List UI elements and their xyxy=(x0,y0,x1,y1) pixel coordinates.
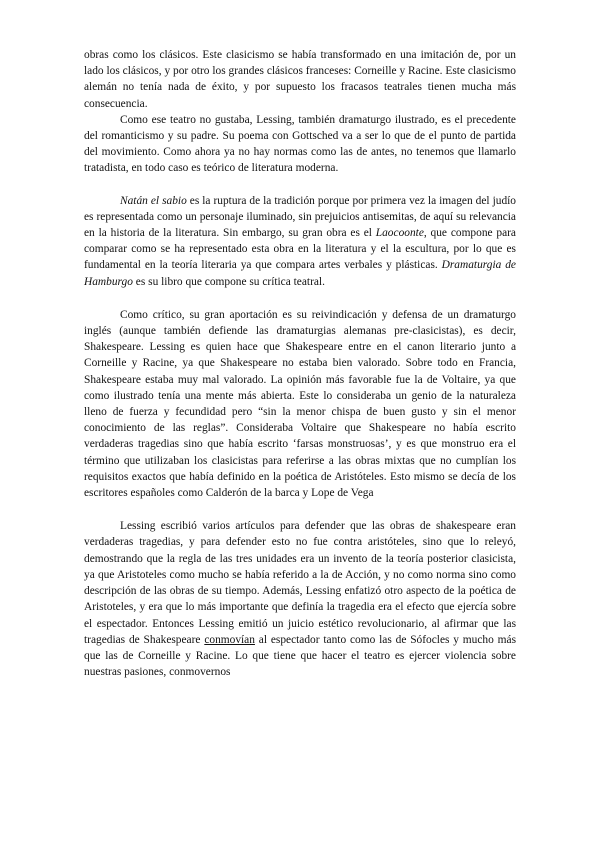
text-run: obras como los clásicos. Este clasicismo se había transformado en una imitación de, por un lado los clásicos, y por otro los grandes clásicos franceses: Corneille y Racine. Este clasicismo alemán no tenía nada de éxito, y por supuesto los fracasos teatrales tienen mucha más consecuencia. xyxy=(84,49,516,110)
text-run: Lessing escribió varios artículos para defender que las obras de shakespeare eran verdaderas tragedias, y para defender esto no fue contra aristóteles, sino que lo releyó, demostrando que la regla de las tres unidades era un invento de la teoría posterior clasicista, ya que Aristoteles como mucho se había referido a la de Acción, y no como norma sino como descripción de las obras de su tiempo. Además, Lessing enfatizó otro aspecto de la poética de Aristoteles, y era que lo más importante que definía la tragedia era el efecto que ejercía sobre el espectador. Entonces Lessing emitió un juicio estético revolucionario, al afirmar que las tragedias de Shakespeare xyxy=(84,520,516,646)
text-run: , que compone para comparar como se ha representado esta obra en la literatura y el la escultura, por lo que es fundamental en la teoría literaria ya que compara artes verbales y plásticas. xyxy=(84,227,516,272)
paragraph-4 xyxy=(84,307,516,501)
paragraph-1 xyxy=(84,47,516,112)
text-run: es la ruptura de la tradición porque por primera vez la imagen del judío es representada como un personaje iluminado, sin prejuicios antisemitas, de aquí su relevancia en la historia de la literatura. Sin embargo, su gran obra es el xyxy=(84,194,516,240)
text-run: es su libro que compone su crítica teatral. xyxy=(132,275,325,288)
text-run: al espectador tanto como las de Sófocles y mucho más que las de Corneille y Racine. Lo que tiene que hacer el teatro es ejercer violencia sobre nuestras pasiones, conmovernos xyxy=(84,633,516,679)
paragraph-2 xyxy=(84,112,516,177)
title-laocoonte: Laocoonte xyxy=(375,227,424,240)
text-run: Como ese teatro no gustaba, Lessing, también dramaturgo ilustrado, es el precedente del romanticismo y su padre. Su poema con Gottsched va a ser lo que de el punto de partida del movimiento. Como ahora ya no hay normas como las de antes, no tenemos que llamarlo tratadista, en todo caso es teórico de literatura moderna. xyxy=(84,113,516,175)
text-run: Como crítico, su gran aportación es su reivindicación y defensa de un dramaturgo inglés (aunque también defiende las dramaturgias alemanas pre-clasicistas), es decir, Shakespeare. Lessing es quien hace que Shakespeare entre en el canon literario junto a Corneille y Racine, ya que Shakespeare no estaba bien valorado. Sobre todo en Francia, Shakespeare estaba muy mal valorado. La opinión más favorable fue la de Voltaire, ya que como ilustrado tenía una mente más abierta. Este lo consideraba un genio de la naturaleza lleno de fuerza y fecundidad pero “sin la menor chispa de buen gusto y sin el menor conocimiento de las reglas”. Consideraba Voltaire que Shakespeare no había escrito verdaderas tragedias sino que había escrito ‘farsas monstruosas’, y es que monstruo era el término que utilizaban los clasicistas para referirse a las obras mixtas que no cumplían los requisitos exactos que había definido en la poética de Aristóteles. Esto mismo se decía de los escritores españoles como Calderón de la barca y Lope de Vega xyxy=(84,308,516,500)
paragraph-5 xyxy=(84,518,516,680)
title-dramaturgia-de-hamburgo: Dramaturgia de Hamburgo xyxy=(84,259,516,288)
title-natan-el-sabio: Natán el sabio xyxy=(120,194,187,207)
document-page xyxy=(84,47,516,680)
paragraph-3 xyxy=(84,193,516,290)
underlined-word-conmovian: conmovían xyxy=(204,633,255,646)
